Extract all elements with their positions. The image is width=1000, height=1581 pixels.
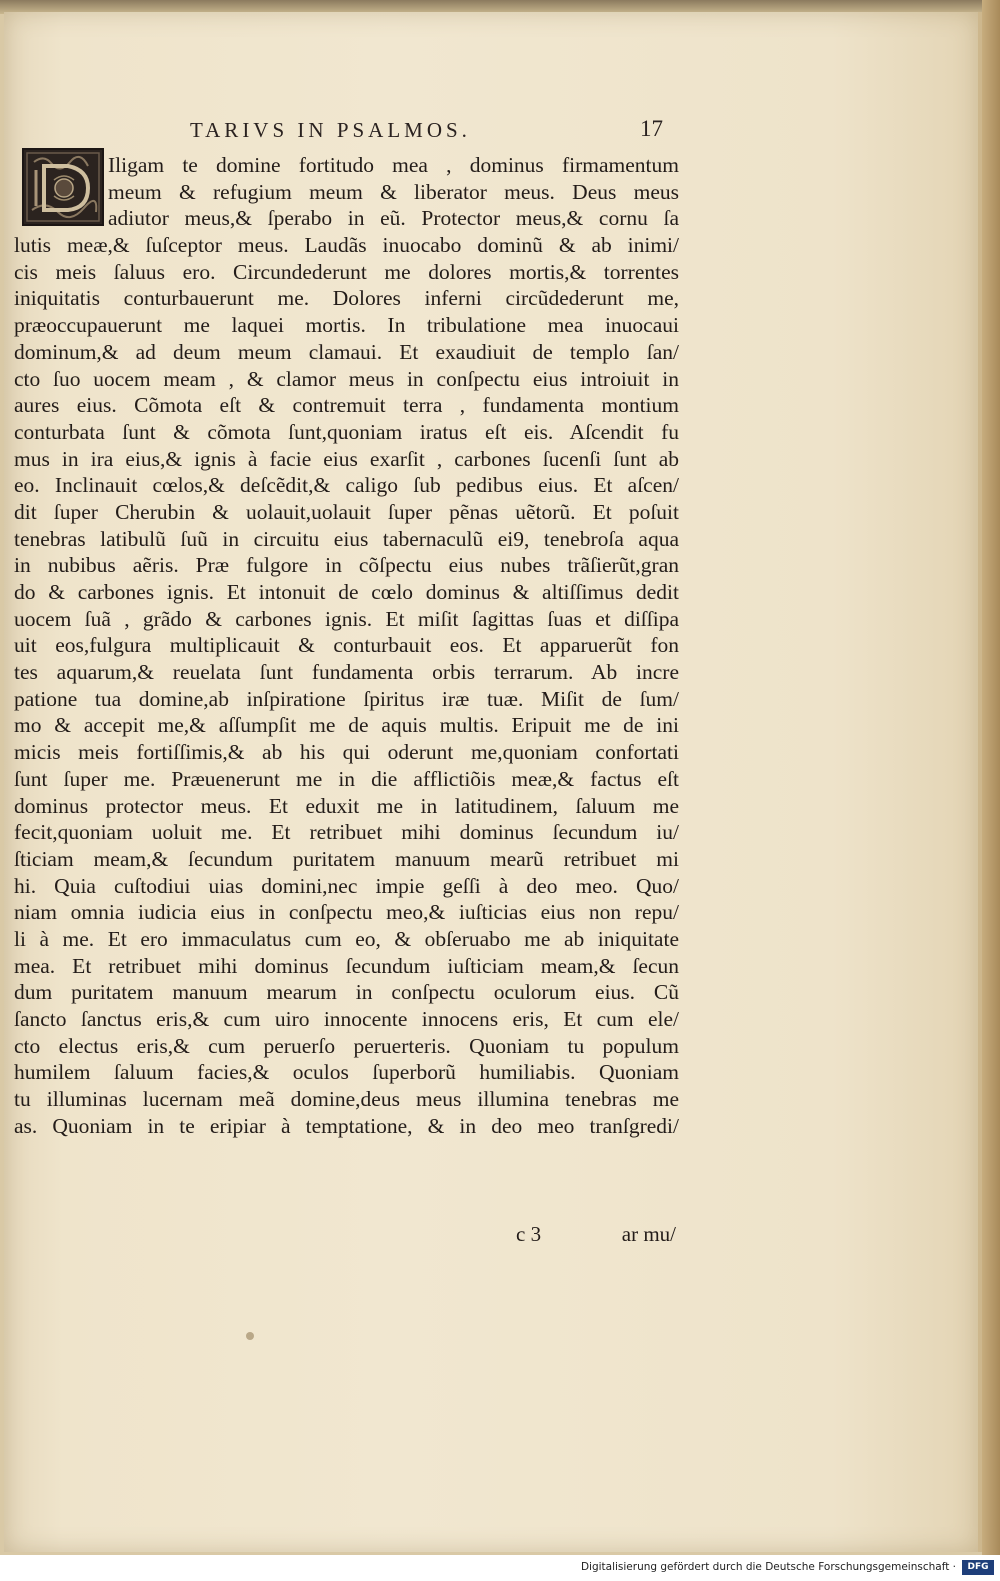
text-line: lutis meæ,& ſuſceptor meus. Laudãs inuocabo dominũ & ab inimi/ <box>14 233 679 258</box>
text-line: tenebras latibulũ ſuũ in circuitu eius tabernaculũ ei9, tenebroſa aqua <box>14 526 679 551</box>
text-line: adiutor meus,& ſperabo in eũ. Protector meus,& cornu ſa <box>108 206 679 231</box>
text-line: dit ſuper Cherubin & uolauit,uolauit ſuper pẽnas uẽtorũ. Et poſuit <box>14 499 679 524</box>
text-line: cto ſuo uocem meam , & clamor meus in conſpectu eius introiuit in <box>14 366 679 391</box>
text-line: in nubibus aẽris. Præ fulgore in cõſpectu eius nubes trãſierũt,gran <box>14 553 679 578</box>
text-line: as. Quoniam in te eripiar à temptatione, & in deo meo tranſgredi/ <box>14 1113 679 1138</box>
text-line: micis meis fortiſſimis,& ab his qui oderunt me,quoniam confortati <box>14 740 679 765</box>
text-line: mo & accepit me,& aſſumpſit me de aquis multis. Eripuit me de ini <box>14 713 679 738</box>
text-line: do & carbones ignis. Et intonuit de cœlo dominus & altiſſimus dedit <box>14 580 679 604</box>
text-line: iniquitatis conturbauerunt me. Dolores inferni circũdederunt me, <box>14 286 679 311</box>
digitization-footer <box>0 1555 1000 1581</box>
text-line: uocem ſuã , grãdo & carbones ignis. Et miſit ſagittas ſuas et diſſipa <box>14 606 679 631</box>
text-line: eo. Inclinauit cœlos,& deſcẽdit,& caligo ſub pedibus eius. Et aſcen/ <box>14 473 679 498</box>
text-line: aures eius. Cõmota eſt & contremuit terra , fundamenta montium <box>14 393 679 418</box>
text-line: dum puritatem manuum mearum in conſpectu oculorum eius. Cũ <box>14 980 679 1005</box>
text-line: patione tua domine,ab inſpiratione ſpiritus iræ tuæ. Miſit de ſum/ <box>14 686 679 711</box>
page-number: 17 <box>640 116 663 141</box>
text-line: li à me. Et ero immaculatus cum eo, & obſeruabo me ab iniquitate <box>14 926 679 951</box>
dfg-logo: DFG <box>962 1560 994 1575</box>
text-line: meum & refugium meum & liberator meus. Deus meus <box>108 179 679 204</box>
running-head: TARIVS IN PSALMOS. <box>190 118 471 142</box>
psalm-text <box>14 152 679 1139</box>
text-line: cto electus eris,& cum peruerſo peruerteris. Quoniam tu populum <box>14 1033 679 1058</box>
text-line: conturbata ſunt & cõmota ſunt,quoniam iratus eſt eis. Aſcendit fu <box>14 419 679 444</box>
text-line: niam omnia iudicia eius in conſpectu meo,& iuſticias eius non repu/ <box>14 900 679 925</box>
text-line: Iligam te domine fortitudo mea , dominus firmamentum <box>108 153 679 177</box>
funding-credit: Digitalisierung gefördert durch die Deutsche Forschungsgemeinschaft · <box>580 1561 956 1573</box>
text-line: ſancto ſanctus eris,& cum uiro innocente innocens eris, Et cum ele/ <box>14 1007 679 1031</box>
text-line: dominum,& ad deum meum clamaui. Et exaudiuit de templo ſan/ <box>14 339 679 364</box>
text-line: tu illuminas lucernam meã domine,deus meus illumina tenebras me <box>14 1087 679 1112</box>
signature-and-catchword <box>516 1222 676 1247</box>
text-line: mus in ira eius,& ignis à facie eius exarſit , carbones ſucenſi ſunt ab <box>14 446 679 471</box>
page-edge-shadow <box>982 0 1000 1555</box>
catchword: ar mu/ <box>621 1222 676 1246</box>
signature-mark: c 3 <box>516 1222 542 1246</box>
text-line: mea. Et retribuet mihi dominus ſecundum iuſticiam meam,& ſecun <box>14 953 679 978</box>
text-line: tes aquarum,& reuelata ſunt fundamenta orbis terrarum. Ab incre <box>14 660 679 685</box>
text-line: hi. Quia cuſtodiui uias domini,nec impie geſſi à deo meo. Quo/ <box>14 873 679 898</box>
text-line: præoccupauerunt me laquei mortis. In tribulatione mea inuocaui <box>14 313 679 338</box>
text-line: uit eos,fulgura multiplicauit & conturbauit eos. Et apparuerũt fon <box>14 633 679 658</box>
text-line: dominus protector meus. Et eduxit me in latitudinem, ſaluum me <box>14 793 679 818</box>
text-line: ſticiam meam,& ſecundum puritatem manuum mearũ retribuet mi <box>14 846 679 871</box>
paper-speck <box>246 1332 254 1340</box>
text-line: cis meis ſaluus ero. Circundederunt me dolores mortis,& torrentes <box>14 259 679 284</box>
text-line: humilem ſaluum facies,& oculos ſuperborũ humiliabis. Quoniam <box>14 1060 679 1085</box>
text-line: fecit,quoniam uoluit me. Et retribuet mihi dominus ſecundum iu/ <box>14 820 679 845</box>
text-line: ſunt ſuper me. Præuenerunt me in die afflictiõis meæ,& factus eſt <box>14 766 679 791</box>
